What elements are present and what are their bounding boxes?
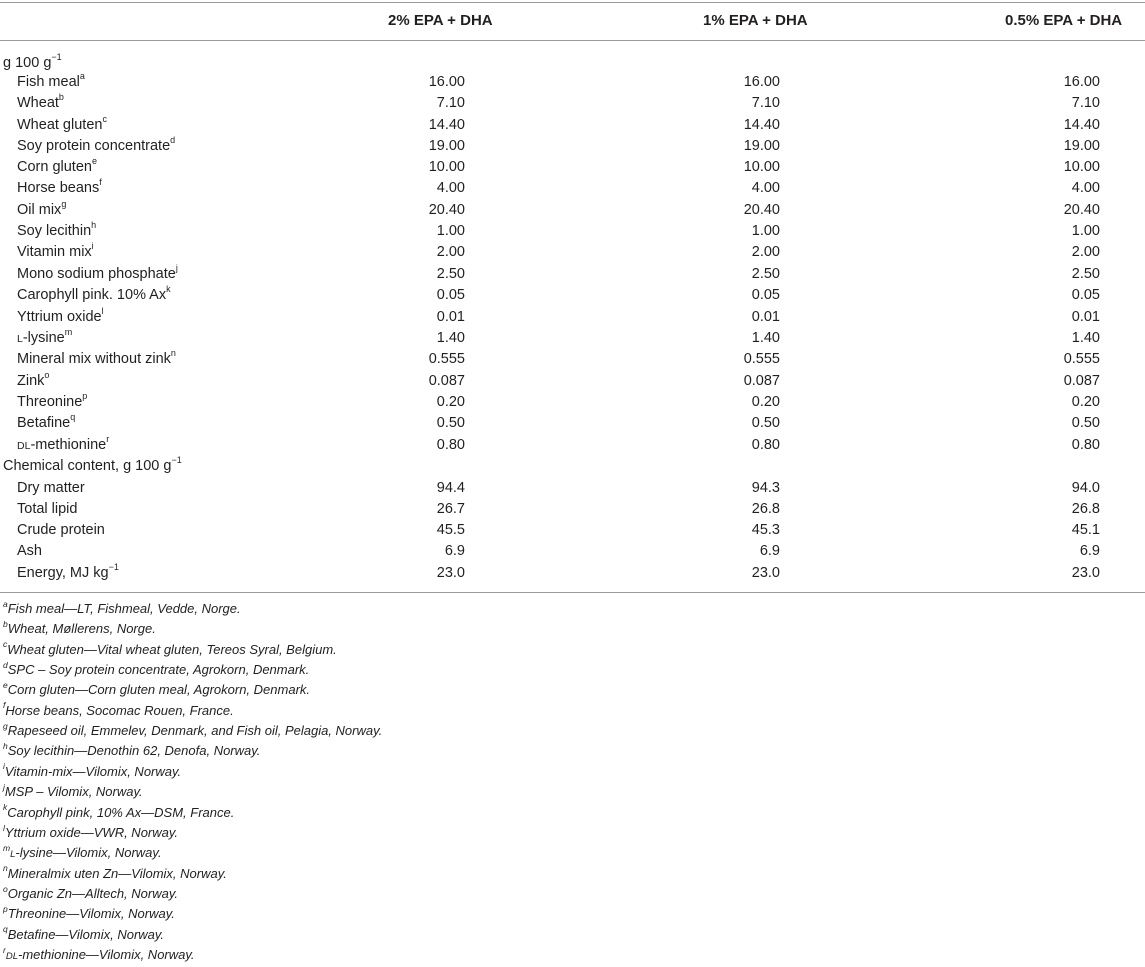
footnote-text: Carophyll pink, 10% Ax—DSM, France. (7, 804, 235, 820)
row-label (3, 456, 182, 477)
row-label-text: Betafine (17, 415, 71, 431)
cell-col1: 10.00 (428, 159, 465, 175)
footnote-marker: d (3, 659, 8, 670)
row-label (17, 93, 64, 114)
footnote-text: Mineralmix uten Zn—Vilomix, Norway. (7, 865, 227, 881)
cell-col1: 45.5 (436, 522, 465, 538)
footnote-text: -lysine—Vilomix, Norway. (15, 845, 162, 861)
cell-col3: 26.8 (1071, 501, 1100, 517)
row-label (17, 178, 102, 199)
cell-col2: 0.01 (751, 309, 780, 325)
footnote-item (3, 864, 227, 884)
small-caps-prefix: L (10, 849, 16, 861)
cell-col2: 19.00 (743, 138, 780, 154)
row-label (17, 520, 105, 541)
footnote-marker: −1 (171, 455, 182, 466)
small-caps-prefix: DL (17, 440, 31, 452)
footnote-item (3, 945, 195, 967)
footnote-marker: c (102, 114, 107, 125)
footnote-text: SPC – Soy protein concentrate, Agrokorn, Denmark. (7, 662, 310, 678)
row-label (17, 264, 178, 285)
cell-col3: 2.50 (1071, 266, 1100, 282)
footnote-text: Rapeseed oil, Emmelev, Denmark, and Fish oil, Pelagia, Norway. (7, 723, 383, 739)
footnote-marker: r (3, 944, 6, 955)
footnote-text: Threonine—Vilomix, Norway. (7, 906, 175, 922)
cell-col3: 16.00 (1063, 74, 1100, 90)
footnote-marker: i (3, 761, 5, 772)
table-row (0, 264, 1145, 285)
cell-col1: 0.01 (436, 309, 465, 325)
footnote-text: -methionine—Vilomix, Norway. (18, 946, 195, 962)
row-label (17, 371, 49, 392)
cell-col1: 20.40 (428, 202, 465, 218)
row-label (17, 200, 66, 221)
cell-col3: 0.50 (1071, 415, 1100, 431)
cell-col3: 0.80 (1071, 437, 1100, 453)
cell-col3: 1.00 (1071, 223, 1100, 239)
footnote-marker: c (3, 639, 8, 650)
row-label (17, 72, 85, 93)
table-row (0, 328, 1145, 349)
footnote-marker: h (3, 741, 8, 752)
section-row (0, 456, 1145, 477)
table-row (0, 541, 1145, 562)
row-label (3, 53, 62, 74)
footnote-marker: o (44, 370, 50, 381)
cell-col3: 0.087 (1063, 373, 1100, 389)
footnote-item (3, 782, 143, 802)
footnote-marker: l (3, 822, 5, 833)
footnote-marker: m (64, 327, 73, 338)
row-label-text: Threonine (17, 394, 83, 410)
cell-col2: 14.40 (743, 117, 780, 133)
footnote-text: Yttrium oxide—VWR, Norway. (4, 824, 179, 840)
row-label (17, 328, 72, 350)
row-label-text: Wheat (17, 95, 59, 111)
cell-col1: 6.9 (444, 543, 465, 559)
table-row (0, 242, 1145, 263)
small-caps-prefix: L (17, 333, 23, 345)
footnote-marker: j (3, 781, 5, 792)
row-label-text: Total lipid (17, 501, 78, 517)
cell-col3: 7.10 (1071, 95, 1100, 111)
row-label-text: Carophyll pink. 10% Ax (17, 287, 167, 303)
cell-col2: 2.50 (751, 266, 780, 282)
footnote-text: Organic Zn—Alltech, Norway. (7, 885, 178, 901)
row-label-text: Mineral mix without zink (17, 351, 171, 367)
table-row (0, 115, 1145, 136)
row-label-text: Dry matter (17, 480, 85, 496)
cell-col1: 0.80 (436, 437, 465, 453)
row-label-text: Corn gluten (17, 159, 92, 175)
cell-col2: 6.9 (759, 543, 780, 559)
footnote-marker: b (3, 619, 8, 630)
table-row (0, 520, 1145, 541)
row-label (17, 136, 175, 157)
row-label-text: Fish meal (17, 74, 80, 90)
top-rule (0, 2, 1145, 3)
footnote-item (3, 599, 241, 619)
footnote-marker: p (82, 391, 88, 402)
table-row (0, 307, 1145, 328)
footnote-text: Horse beans, Socomac Rouen, France. (5, 702, 234, 718)
footnote-item (3, 762, 181, 782)
cell-col3: 0.05 (1071, 287, 1100, 303)
footnote-marker: h (91, 220, 97, 231)
footnote-marker: a (3, 598, 8, 609)
small-caps-prefix: DL (5, 950, 18, 962)
column-header-1pct: 1% EPA + DHA (703, 12, 808, 29)
cell-col2: 20.40 (743, 202, 780, 218)
table-row (0, 563, 1145, 584)
footnote-text: Wheat gluten—Vital wheat gluten, Tereos Syral, Belgium. (7, 641, 337, 657)
cell-col2: 94.3 (751, 480, 780, 496)
cell-col3: 2.00 (1071, 244, 1100, 260)
footnote-text: Soy lecithin—Denothin 62, Denofa, Norway. (7, 743, 261, 759)
row-label-text: Chemical content, g 100 g (3, 458, 172, 474)
footnote-marker: −1 (108, 562, 119, 573)
footnote-text: MSP – Vilomix, Norway. (4, 784, 143, 800)
table-row (0, 93, 1145, 114)
row-label-text: Soy lecithin (17, 223, 92, 239)
footnote-item (3, 660, 309, 680)
footnote-marker: l (101, 306, 104, 317)
cell-col1: 19.00 (428, 138, 465, 154)
footnote-marker: k (3, 802, 8, 813)
cell-col2: 0.50 (751, 415, 780, 431)
cell-col1: 0.087 (428, 373, 465, 389)
table-row (0, 392, 1145, 413)
cell-col2: 0.555 (743, 351, 780, 367)
footnote-item (3, 925, 164, 945)
column-header-2pct: 2% EPA + DHA (388, 12, 493, 29)
footnote-text: Vitamin-mix—Vilomix, Norway. (4, 763, 182, 779)
table-row (0, 157, 1145, 178)
section-row (0, 53, 1145, 74)
footnote-item (3, 701, 234, 721)
cell-col2: 1.00 (751, 223, 780, 239)
footnote-marker: n (170, 348, 176, 359)
footnote-text: Corn gluten—Corn gluten meal, Agrokorn, Denmark. (7, 682, 311, 698)
footnote-marker: k (166, 284, 171, 295)
footnote-marker: d (170, 135, 176, 146)
footnote-text: Fish meal—LT, Fishmeal, Vedde, Norge. (7, 601, 241, 616)
cell-col1: 0.05 (436, 287, 465, 303)
cell-col1: 1.40 (436, 330, 465, 346)
cell-col3: 45.1 (1071, 522, 1100, 538)
cell-col3: 19.00 (1063, 138, 1100, 154)
row-label (17, 435, 109, 457)
footnote-text: Wheat, Møllerens, Norge. (7, 621, 156, 637)
cell-col3: 0.20 (1071, 394, 1100, 410)
row-label (17, 115, 107, 136)
table-row (0, 178, 1145, 199)
header-rule (0, 40, 1145, 41)
row-label (17, 499, 77, 520)
row-label-text: g 100 g (3, 55, 52, 71)
cell-col3: 20.40 (1063, 202, 1100, 218)
footnote-marker: o (3, 883, 8, 894)
cell-col1: 16.00 (428, 74, 465, 90)
footnote-item (3, 680, 310, 700)
cell-col1: 4.00 (436, 180, 465, 196)
footnote-item (3, 884, 178, 904)
footnote-marker: q (3, 924, 8, 935)
cell-col1: 1.00 (436, 223, 465, 239)
footnote-item (3, 640, 337, 660)
row-label (17, 307, 104, 328)
row-label-text: Ash (17, 543, 42, 559)
row-label-text: Oil mix (17, 202, 62, 218)
cell-col1: 0.20 (436, 394, 465, 410)
row-label-text: Vitamin mix (17, 244, 92, 260)
footnote-text: Betafine—Vilomix, Norway. (7, 926, 165, 942)
table-row (0, 221, 1145, 242)
cell-col1: 0.555 (428, 351, 465, 367)
cell-col2: 10.00 (743, 159, 780, 175)
footnote-marker: r (106, 434, 110, 445)
cell-col3: 6.9 (1079, 543, 1100, 559)
footnote-marker: n (3, 863, 8, 874)
table-row (0, 435, 1145, 456)
cell-col3: 1.40 (1071, 330, 1100, 346)
cell-col2: 0.80 (751, 437, 780, 453)
cell-col2: 23.0 (751, 565, 780, 581)
column-header-05pct: 0.5% EPA + DHA (1005, 12, 1123, 29)
cell-col3: 4.00 (1071, 180, 1100, 196)
footnote-item (3, 803, 234, 823)
row-label-text: -lysine (22, 330, 65, 346)
cell-col3: 0.01 (1071, 309, 1100, 325)
cell-col3: 0.555 (1063, 351, 1100, 367)
cell-col1: 0.50 (436, 415, 465, 431)
cell-col2: 16.00 (743, 74, 780, 90)
cell-col1: 7.10 (436, 95, 465, 111)
footnote-marker: p (3, 903, 8, 914)
cell-col3: 23.0 (1071, 565, 1100, 581)
table-row (0, 349, 1145, 370)
cell-col2: 45.3 (751, 522, 780, 538)
footnote-marker: q (70, 412, 76, 423)
row-label (17, 242, 94, 263)
row-label-text: -methionine (30, 437, 107, 453)
cell-col2: 2.00 (751, 244, 780, 260)
cell-col2: 26.8 (751, 501, 780, 517)
table-row (0, 478, 1145, 499)
cell-col1: 94.4 (436, 480, 465, 496)
row-label-text: Yttrium oxide (17, 309, 102, 325)
cell-col3: 94.0 (1071, 480, 1100, 496)
row-label (17, 413, 75, 434)
row-label-text: Horse beans (17, 180, 100, 196)
footnote-marker: e (3, 680, 8, 691)
footnote-marker: e (91, 156, 97, 167)
row-label (17, 541, 42, 562)
footnote-marker: g (3, 720, 8, 731)
footnote-marker: −1 (51, 52, 62, 63)
footnote-marker: i (91, 241, 94, 252)
row-label (17, 478, 85, 499)
cell-col1: 14.40 (428, 117, 465, 133)
table-row (0, 200, 1145, 221)
table-row (0, 371, 1145, 392)
table-row (0, 413, 1145, 434)
row-label-text: Mono sodium phosphate (17, 266, 176, 282)
row-label-text: Energy, MJ kg (17, 565, 109, 581)
cell-col3: 10.00 (1063, 159, 1100, 175)
row-label-text: Crude protein (17, 522, 105, 538)
bottom-rule (0, 592, 1145, 593)
cell-col2: 0.087 (743, 373, 780, 389)
cell-col1: 2.50 (436, 266, 465, 282)
footnote-marker: f (3, 700, 6, 711)
row-label (17, 349, 176, 370)
footnote-item (3, 823, 178, 843)
cell-col1: 26.7 (436, 501, 465, 517)
cell-col2: 0.20 (751, 394, 780, 410)
footnote-marker: f (99, 177, 102, 188)
cell-col2: 0.05 (751, 287, 780, 303)
row-label-text: Soy protein concentrate (17, 138, 171, 154)
row-label (17, 221, 96, 242)
cell-col1: 2.00 (436, 244, 465, 260)
footnote-marker: m (3, 842, 11, 853)
footnote-item (3, 904, 175, 924)
footnote-item (3, 721, 382, 741)
row-label-text: Wheat gluten (17, 117, 103, 133)
table-row (0, 72, 1145, 93)
cell-col1: 23.0 (436, 565, 465, 581)
footnote-marker: a (79, 71, 85, 82)
footnote-item (3, 619, 156, 639)
cell-col2: 1.40 (751, 330, 780, 346)
row-label (17, 285, 171, 306)
row-label (17, 157, 97, 178)
footnote-marker: j (175, 263, 178, 274)
row-label (17, 563, 119, 584)
footnote-item (3, 741, 260, 761)
cell-col2: 7.10 (751, 95, 780, 111)
footnote-item (3, 843, 162, 865)
row-label (17, 392, 87, 413)
table-row (0, 499, 1145, 520)
cell-col2: 4.00 (751, 180, 780, 196)
row-label-text: Zink (17, 373, 45, 389)
cell-col3: 14.40 (1063, 117, 1100, 133)
footnote-marker: b (58, 92, 64, 103)
table-row (0, 136, 1145, 157)
footnote-marker: g (61, 199, 67, 210)
table-row (0, 285, 1145, 306)
